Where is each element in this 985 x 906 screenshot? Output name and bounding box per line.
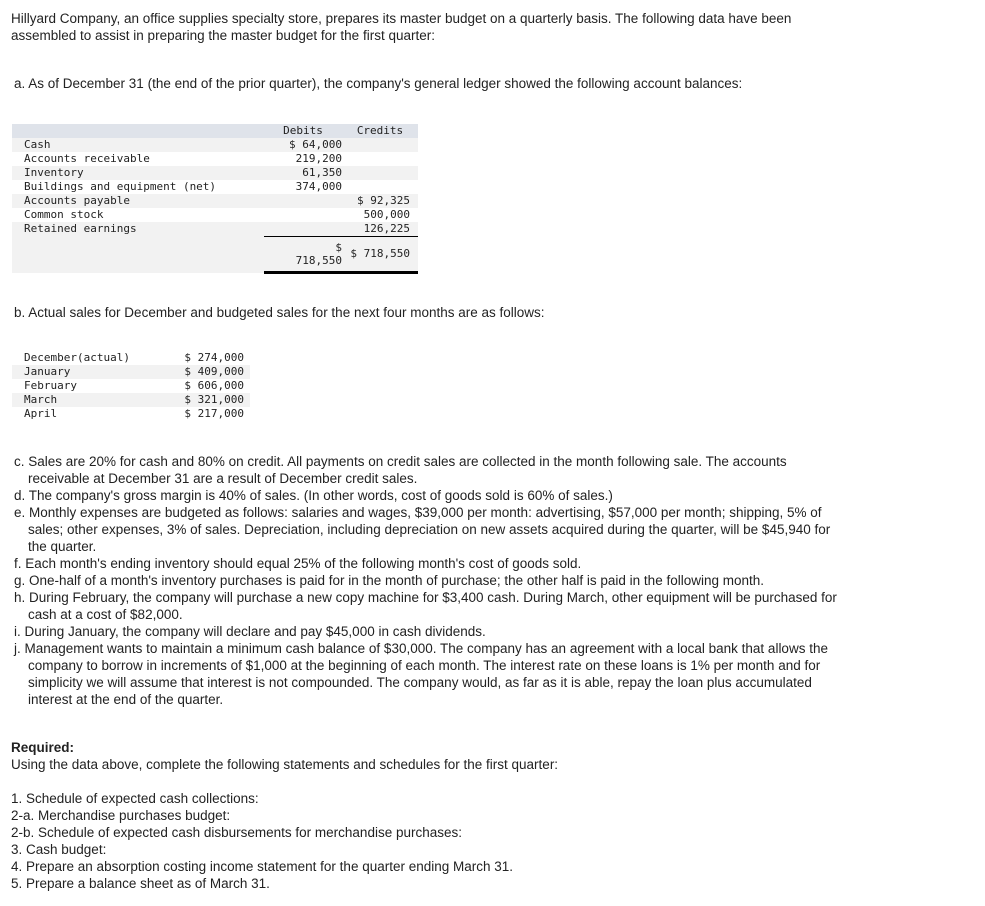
total-debit-value: 718,550 — [295, 254, 342, 267]
item-c: c. Sales are 20% for cash and 80% on credit. All payments on credit sales are collected in the month following sale. The accounts receivable at December 31 are a result of December credit sales. — [14, 454, 787, 486]
total-debit-sign: $ — [335, 241, 342, 254]
debit-value: $ 64,000 — [264, 138, 350, 152]
item-h: h. During February, the company will purchase a new copy machine for $3,400 cash. During March, other equipment will be purchased for cash at a cost of $82,000. — [14, 590, 837, 622]
total-credit: $ 718,550 — [350, 237, 418, 273]
debit-value — [264, 208, 350, 222]
required-item: 1. Schedule of expected cash collections: — [11, 791, 259, 806]
required-title: Required: — [11, 740, 75, 755]
debit-value: 61,350 — [264, 166, 350, 180]
sales-amount: $ 606,000 — [184, 379, 244, 392]
sales-amount: $ 274,000 — [184, 351, 244, 364]
required-item: 2-a. Merchandise purchases budget: — [11, 808, 231, 823]
table-row — [12, 138, 418, 152]
item-g: g. One-half of a month's inventory purchases is paid for in the month of purchase; the other half is paid in the following month. — [14, 573, 765, 588]
account-name: Common stock — [24, 208, 104, 221]
credit-value — [350, 138, 418, 152]
month: March — [12, 393, 165, 407]
item-j: j. Management wants to maintain a minimum cash balance of $30,000. The company has an agreement with a local bank that allows the company to borrow in increments of $1,000 at the beginning of each month. The interest rate on these loans is 1% per month and for simplicity we will assume that interest is not compounded. The company would, as far as it is able, repay the loan plus accumulated interest at the end of the quarter. — [14, 641, 828, 707]
debit-value: 219,200 — [295, 152, 342, 165]
table-row — [12, 365, 250, 379]
ledger-header-row — [12, 124, 418, 138]
table-row — [12, 379, 250, 393]
total-debit — [264, 237, 350, 273]
sales-amount: $ 409,000 — [165, 365, 250, 379]
credit-value — [350, 180, 418, 194]
required-item: 3. Cash budget: — [11, 842, 107, 857]
table-row — [12, 194, 418, 208]
item-a-text: a. As of December 31 (the end of the prior quarter), the company's general ledger showed the following account balances: — [14, 76, 743, 91]
required-item: 2-b. Schedule of expected cash disbursements for merchandise purchases: — [11, 825, 462, 840]
required-item: 4. Prepare an absorption costing income statement for the quarter ending March 31. — [11, 859, 514, 874]
credit-value: 126,225 — [350, 222, 418, 237]
sales-amount: $ 217,000 — [184, 407, 244, 420]
total-row — [12, 237, 418, 273]
account-name: Buildings and equipment (net) — [24, 180, 217, 193]
item-f: f. Each month's ending inventory should equal 25% of the following month's cost of goods sold. — [14, 556, 582, 571]
credit-value: $ 92,325 — [350, 194, 418, 208]
month: April — [24, 407, 58, 420]
table-row — [12, 393, 250, 407]
table-row — [12, 407, 250, 421]
table-row — [12, 180, 418, 194]
item-e: e. Monthly expenses are budgeted as follows: salaries and wages, $39,000 per month: advertising, $57,000 per month; shipping, 5% of sales; other expenses, 3% of sales. Depreciation, including depreciation on new assets acquired during the quarter, will be $45,940 for the quarter. — [14, 505, 831, 554]
account-name: Cash — [12, 138, 264, 152]
required-text: Using the data above, complete the following statements and schedules for the first quarter: — [11, 757, 559, 772]
credits-header: Credits — [350, 124, 418, 138]
debits-header: Debits — [264, 124, 350, 138]
debit-value — [264, 222, 350, 237]
account-name: Inventory — [12, 166, 264, 180]
debit-value — [264, 194, 350, 208]
item-d: d. The company's gross margin is 40% of sales. (In other words, cost of goods sold is 60% of sales.) — [14, 488, 613, 503]
credit-value: 500,000 — [363, 208, 410, 221]
table-row — [12, 222, 418, 237]
credit-value — [350, 152, 418, 166]
table-row — [12, 351, 250, 365]
debit-value: 374,000 — [295, 180, 342, 193]
sales-table — [12, 351, 250, 421]
account-name: Accounts receivable — [24, 152, 150, 165]
table-row — [12, 152, 418, 166]
account-name: Accounts payable — [12, 194, 264, 208]
table-row — [12, 166, 418, 180]
month: December(actual) — [24, 351, 130, 364]
ledger-table — [12, 124, 418, 274]
required-item: 5. Prepare a balance sheet as of March 31. — [11, 876, 270, 891]
credit-value — [350, 166, 418, 180]
month: February — [24, 379, 77, 392]
account-name: Retained earnings — [12, 222, 264, 237]
intro-text: Hillyard Company, an office supplies specialty store, prepares its master budget on a quarterly basis. The following data have been assembled to assist in preparing the master budget for the first quarter: — [11, 11, 792, 43]
month: January — [12, 365, 165, 379]
item-i: i. During January, the company will declare and pay $45,000 in cash dividends. — [14, 624, 486, 639]
required-section — [11, 739, 911, 892]
items-list — [14, 453, 849, 708]
table-row — [12, 208, 418, 222]
item-b-text: b. Actual sales for December and budgeted sales for the next four months are as follows: — [14, 305, 545, 320]
sales-amount: $ 321,000 — [165, 393, 250, 407]
